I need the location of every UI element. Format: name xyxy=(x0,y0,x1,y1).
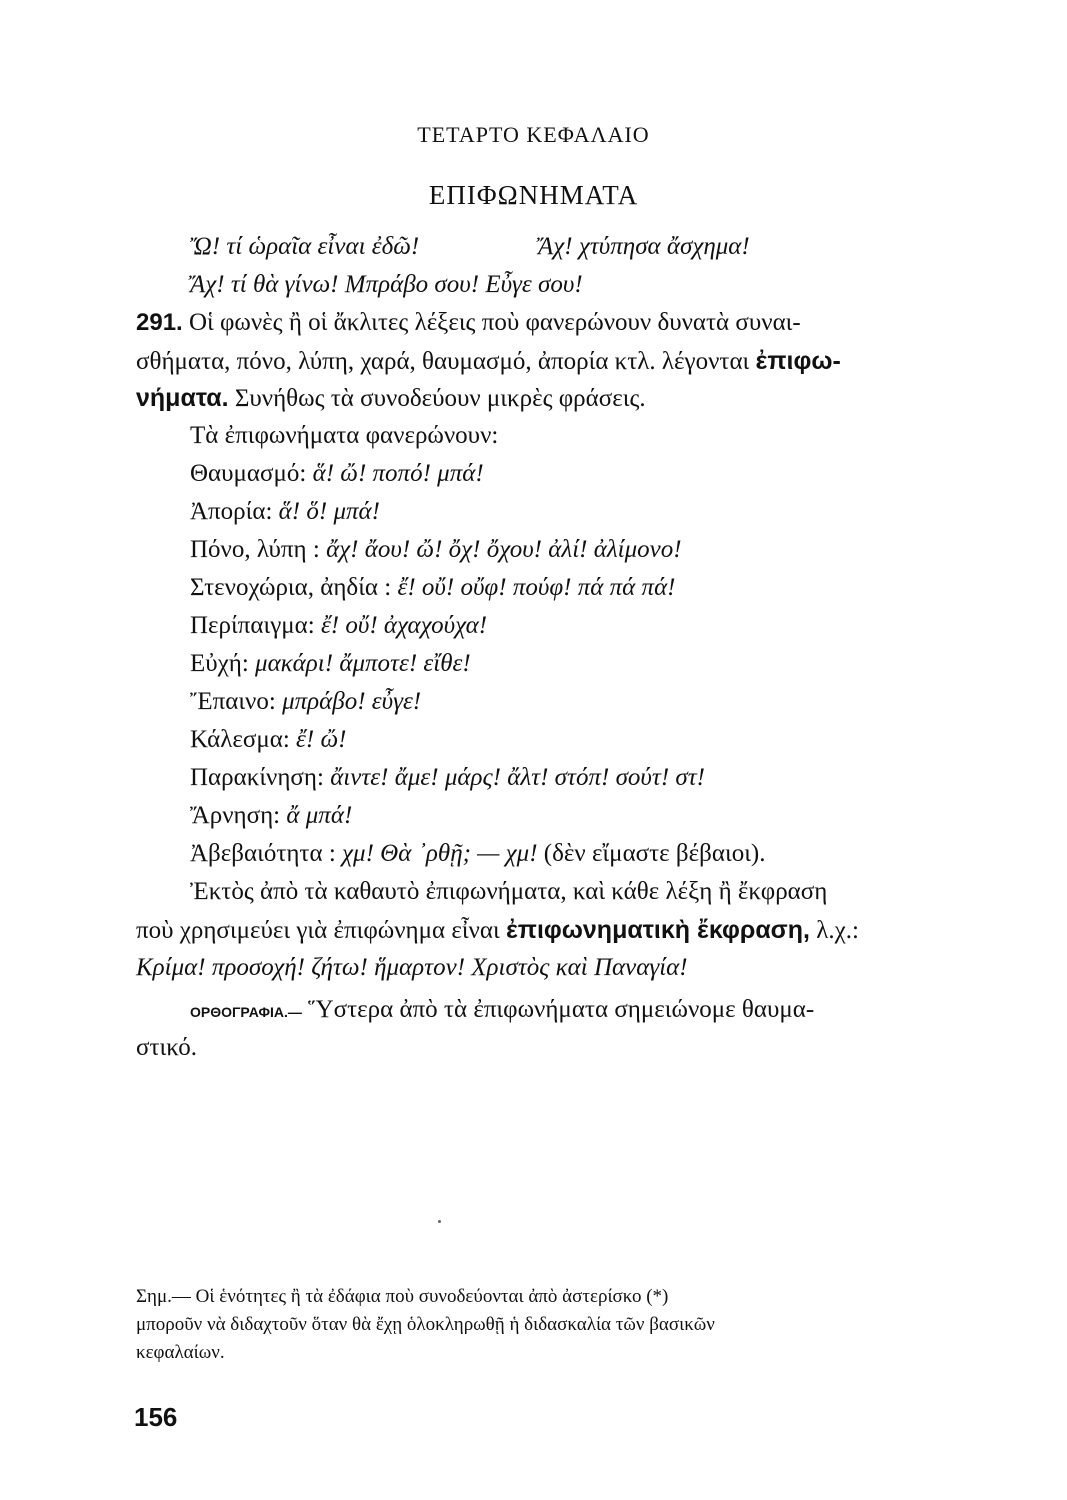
paragraph-text: λ.χ.: xyxy=(816,917,859,944)
list-item xyxy=(190,611,487,641)
paragraph-291-line-1 xyxy=(136,308,801,338)
meaning-examples: ἔ! οὔ! οὔφ! πούφ! πά πά πά! xyxy=(397,574,676,601)
meaning-examples: ἅ! ὤ! ποπό! μπά! xyxy=(312,460,484,487)
paragraph-text: ποὺ χρησιμεύει γιὰ ἐπιφώνημα εἶναι xyxy=(136,917,500,944)
paragraph-2-line-3: Κρίμα! προσοχή! ζήτω! ἥμαρτον! Χριστὸς καὶ Παναγία! xyxy=(136,954,688,981)
meaning-label: Παρακίνηση: xyxy=(190,764,324,791)
meaning-label: Ἄρνηση: xyxy=(190,802,281,829)
meaning-label: Στενοχώρια, ἀηδία : xyxy=(190,574,392,601)
term-highlight: ἐπιφωνηματικὴ ἔκφραση, xyxy=(505,916,811,944)
meaning-label: Κάλεσμα: xyxy=(190,726,290,753)
meaning-label: Θαυμασμό: xyxy=(190,460,307,487)
list-item xyxy=(190,801,352,831)
meaning-examples: Θὰ ᾽ρθῇ; — χμ! xyxy=(380,840,538,867)
meaning-note: (δὲν εἴμαστε βέβαιοι). xyxy=(543,840,766,867)
epigraph-line-1b: Ἄχ! χτύπησα ἄσχημα! xyxy=(538,233,750,260)
footnote-line-3: κεφαλαίων. xyxy=(136,1342,225,1363)
list-item xyxy=(190,497,380,527)
stray-dot xyxy=(438,1220,441,1223)
list-item xyxy=(190,573,676,603)
orthography-label: ΟΡΘΟΓΡΑΦΙΑ.— xyxy=(190,1004,302,1020)
epigraph-line-2: Ἄχ! τί θὰ γίνω! Μπράβο σου! Εὖγε σου! xyxy=(190,271,583,298)
meanings-intro: Τὰ ἐπιφωνήματα φανερώνουν: xyxy=(190,422,499,449)
term-highlight: νήματα. xyxy=(136,384,229,412)
meaning-examples: ἄιντε! ἄμε! μάρς! ἄλτ! στόπ! σούτ! στ! xyxy=(330,764,705,791)
meaning-examples: ἅ! ὅ! μπά! xyxy=(278,498,380,525)
meaning-label: Περίπαιγμα: xyxy=(190,612,315,639)
list-item xyxy=(190,763,705,793)
footnote-line-2: μποροῦν νὰ διδαχτοῦν ὅταν θὰ ἔχῃ ὁλοκληρωθῇ ἡ διδασκαλία τῶν βασικῶν xyxy=(136,1314,715,1335)
paragraph-text: σθήματα, πόνο, λύπη, χαρά, θαυμασμό, ἀπορία κτλ. λέγονται xyxy=(136,348,750,375)
paragraph-2-line-1: Ἐκτὸς ἀπὸ τὰ καθαυτὸ ἐπιφωνήματα, καὶ κάθε λέξη ἢ ἔκφραση xyxy=(190,878,828,905)
epigraph-line-1a: Ὤ! τί ὡραῖα εἶναι ἐδῶ! xyxy=(190,233,420,260)
meaning-label: Εὐχή: xyxy=(190,650,249,677)
orthography-line-2: στικό. xyxy=(136,1034,198,1061)
section-title: ΕΠΙΦΩΝΗΜΑΤΑ xyxy=(428,180,639,210)
orthography-line-1 xyxy=(190,995,814,1027)
list-item xyxy=(190,459,484,489)
orthography-text: Ὕστερα ἀπὸ τὰ ἐπιφωνήματα σημειώνομε θαυμα- xyxy=(308,996,815,1023)
footnote-line-1: Σημ.— Οἱ ἑνότητες ἢ τὰ ἐδάφια ποὺ συνοδεύονται ἀπὸ ἀστερίσκο (*) xyxy=(136,1286,669,1307)
meaning-label: Ἀπορία: xyxy=(190,498,273,525)
list-item xyxy=(190,725,346,755)
paragraph-text: Συνήθως τὰ συνοδεύουν μικρὲς φράσεις. xyxy=(234,385,646,412)
list-item xyxy=(190,687,421,717)
list-item xyxy=(190,649,471,679)
paragraph-text: Οἱ φωνὲς ἢ οἱ ἄκλιτες λέξεις ποὺ φανερώνουν δυνατὰ συναι- xyxy=(188,309,801,336)
chapter-heading: ΤΕΤΑΡΤΟ ΚΕΦΑΛΑΙΟ xyxy=(417,122,650,147)
section-number: 291. xyxy=(136,309,183,336)
list-item xyxy=(190,535,682,565)
paragraph-2-line-2 xyxy=(136,915,859,946)
paragraph-291-line-3 xyxy=(136,383,646,414)
page-number: 156 xyxy=(134,1402,178,1432)
paragraph-291-line-2 xyxy=(136,346,841,377)
meaning-examples: μπράβο! εὖγε! xyxy=(282,688,422,715)
meaning-label: Ἀβεβαιότητα : xyxy=(190,840,336,867)
meaning-examples: ἄχ! ἄου! ὤ! ὄχ! ὄχου! ἀλί! ἀλίμονο! xyxy=(326,536,682,563)
meaning-examples: ἔ! ὤ! xyxy=(296,726,347,753)
meaning-examples: χμ! xyxy=(342,840,374,867)
meaning-examples: ἔ! οὔ! ἀχαχούχα! xyxy=(320,612,488,639)
list-item xyxy=(190,839,766,869)
meaning-examples: μακάρι! ἄμποτε! εἴθε! xyxy=(255,650,471,677)
term-highlight: ἐπιφω- xyxy=(755,347,841,375)
meaning-label: Ἔπαινο: xyxy=(190,688,276,715)
meaning-label: Πόνο, λύπη : xyxy=(190,536,320,563)
meaning-examples: ἄ μπά! xyxy=(286,802,353,829)
